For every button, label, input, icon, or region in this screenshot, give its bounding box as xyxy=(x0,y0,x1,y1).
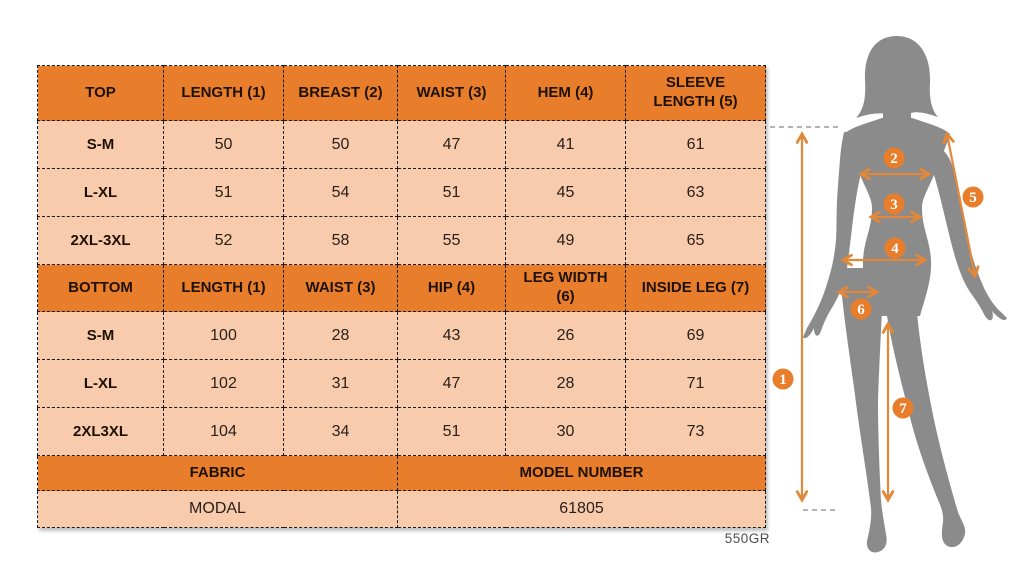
marker-number-7: 7 xyxy=(899,401,907,417)
header-cell-waist: WAIST (3) xyxy=(284,265,398,312)
size-cell: S-M xyxy=(38,312,164,360)
table-row xyxy=(38,312,766,360)
value-cell: 34 xyxy=(284,408,398,456)
size-cell: S-M xyxy=(38,121,164,169)
value-cell: 61 xyxy=(626,121,766,169)
value-cell: 28 xyxy=(506,360,626,408)
footer-value-row xyxy=(38,491,766,528)
value-cell: 52 xyxy=(164,217,284,265)
value-cell: 49 xyxy=(506,217,626,265)
value-cell: 50 xyxy=(164,121,284,169)
value-cell: 51 xyxy=(398,169,506,217)
marker-number-1: 1 xyxy=(779,372,787,388)
value-cell: 45 xyxy=(506,169,626,217)
bottom-header-row xyxy=(38,265,766,312)
header-cell-waist: WAIST (3) xyxy=(398,66,506,121)
size-cell: L-XL xyxy=(38,169,164,217)
header-cell-inside-leg: INSIDE LEG (7) xyxy=(626,265,766,312)
marker-number-4: 4 xyxy=(891,241,899,257)
marker-4 xyxy=(885,238,906,259)
size-guide-figure xyxy=(770,0,1024,570)
value-cell: 65 xyxy=(626,217,766,265)
header-cell-top: TOP xyxy=(38,66,164,121)
value-cell: 100 xyxy=(164,312,284,360)
value-cell: 73 xyxy=(626,408,766,456)
marker-number-3: 3 xyxy=(890,197,898,213)
value-cell: 51 xyxy=(398,408,506,456)
value-cell: 47 xyxy=(398,360,506,408)
table-row xyxy=(38,217,766,265)
value-cell: 50 xyxy=(284,121,398,169)
marker-2 xyxy=(884,148,905,169)
size-chart-table xyxy=(37,65,766,528)
woman-silhouette xyxy=(803,36,1007,552)
header-cell-fabric: FABRIC xyxy=(38,456,398,491)
value-cell: 26 xyxy=(506,312,626,360)
marker-7 xyxy=(893,398,914,419)
table-row xyxy=(38,408,766,456)
weight-note: 550GR xyxy=(724,531,770,546)
header-cell-hip: HIP (4) xyxy=(398,265,506,312)
marker-5 xyxy=(963,187,984,208)
header-cell-leg-width: LEG WIDTH (6) xyxy=(506,265,626,312)
table-row xyxy=(38,169,766,217)
reference-dashed-lines xyxy=(770,127,838,510)
value-cell: 41 xyxy=(506,121,626,169)
footer-header-row xyxy=(38,456,766,491)
size-cell: 2XL3XL xyxy=(38,408,164,456)
marker-1 xyxy=(773,369,794,390)
value-cell: 31 xyxy=(284,360,398,408)
header-cell-model-number: MODEL NUMBER xyxy=(398,456,766,491)
value-cell: 43 xyxy=(398,312,506,360)
marker-number-2: 2 xyxy=(890,151,898,167)
value-cell: 28 xyxy=(284,312,398,360)
marker-number-6: 6 xyxy=(857,302,865,318)
value-cell: 102 xyxy=(164,360,284,408)
value-cell: 47 xyxy=(398,121,506,169)
size-cell: 2XL-3XL xyxy=(38,217,164,265)
header-cell-length: LENGTH (1) xyxy=(164,66,284,121)
value-cell: 54 xyxy=(284,169,398,217)
value-cell: 58 xyxy=(284,217,398,265)
value-cell: 104 xyxy=(164,408,284,456)
table-row xyxy=(38,121,766,169)
value-cell: 55 xyxy=(398,217,506,265)
size-cell: L-XL xyxy=(38,360,164,408)
header-cell-bottom: BOTTOM xyxy=(38,265,164,312)
value-cell: 51 xyxy=(164,169,284,217)
header-cell-sleeve-length: SLEEVE LENGTH (5) xyxy=(626,66,766,121)
model-number-cell: 61805 xyxy=(398,491,766,528)
header-cell-breast: BREAST (2) xyxy=(284,66,398,121)
fabric-value-cell: MODAL xyxy=(38,491,398,528)
header-cell-hem: HEM (4) xyxy=(506,66,626,121)
top-header-row xyxy=(38,66,766,121)
marker-number-5: 5 xyxy=(969,190,977,206)
value-cell: 63 xyxy=(626,169,766,217)
marker-3 xyxy=(884,194,905,215)
value-cell: 30 xyxy=(506,408,626,456)
value-cell: 71 xyxy=(626,360,766,408)
value-cell: 69 xyxy=(626,312,766,360)
table-row xyxy=(38,360,766,408)
marker-6 xyxy=(851,299,872,320)
header-cell-length: LENGTH (1) xyxy=(164,265,284,312)
